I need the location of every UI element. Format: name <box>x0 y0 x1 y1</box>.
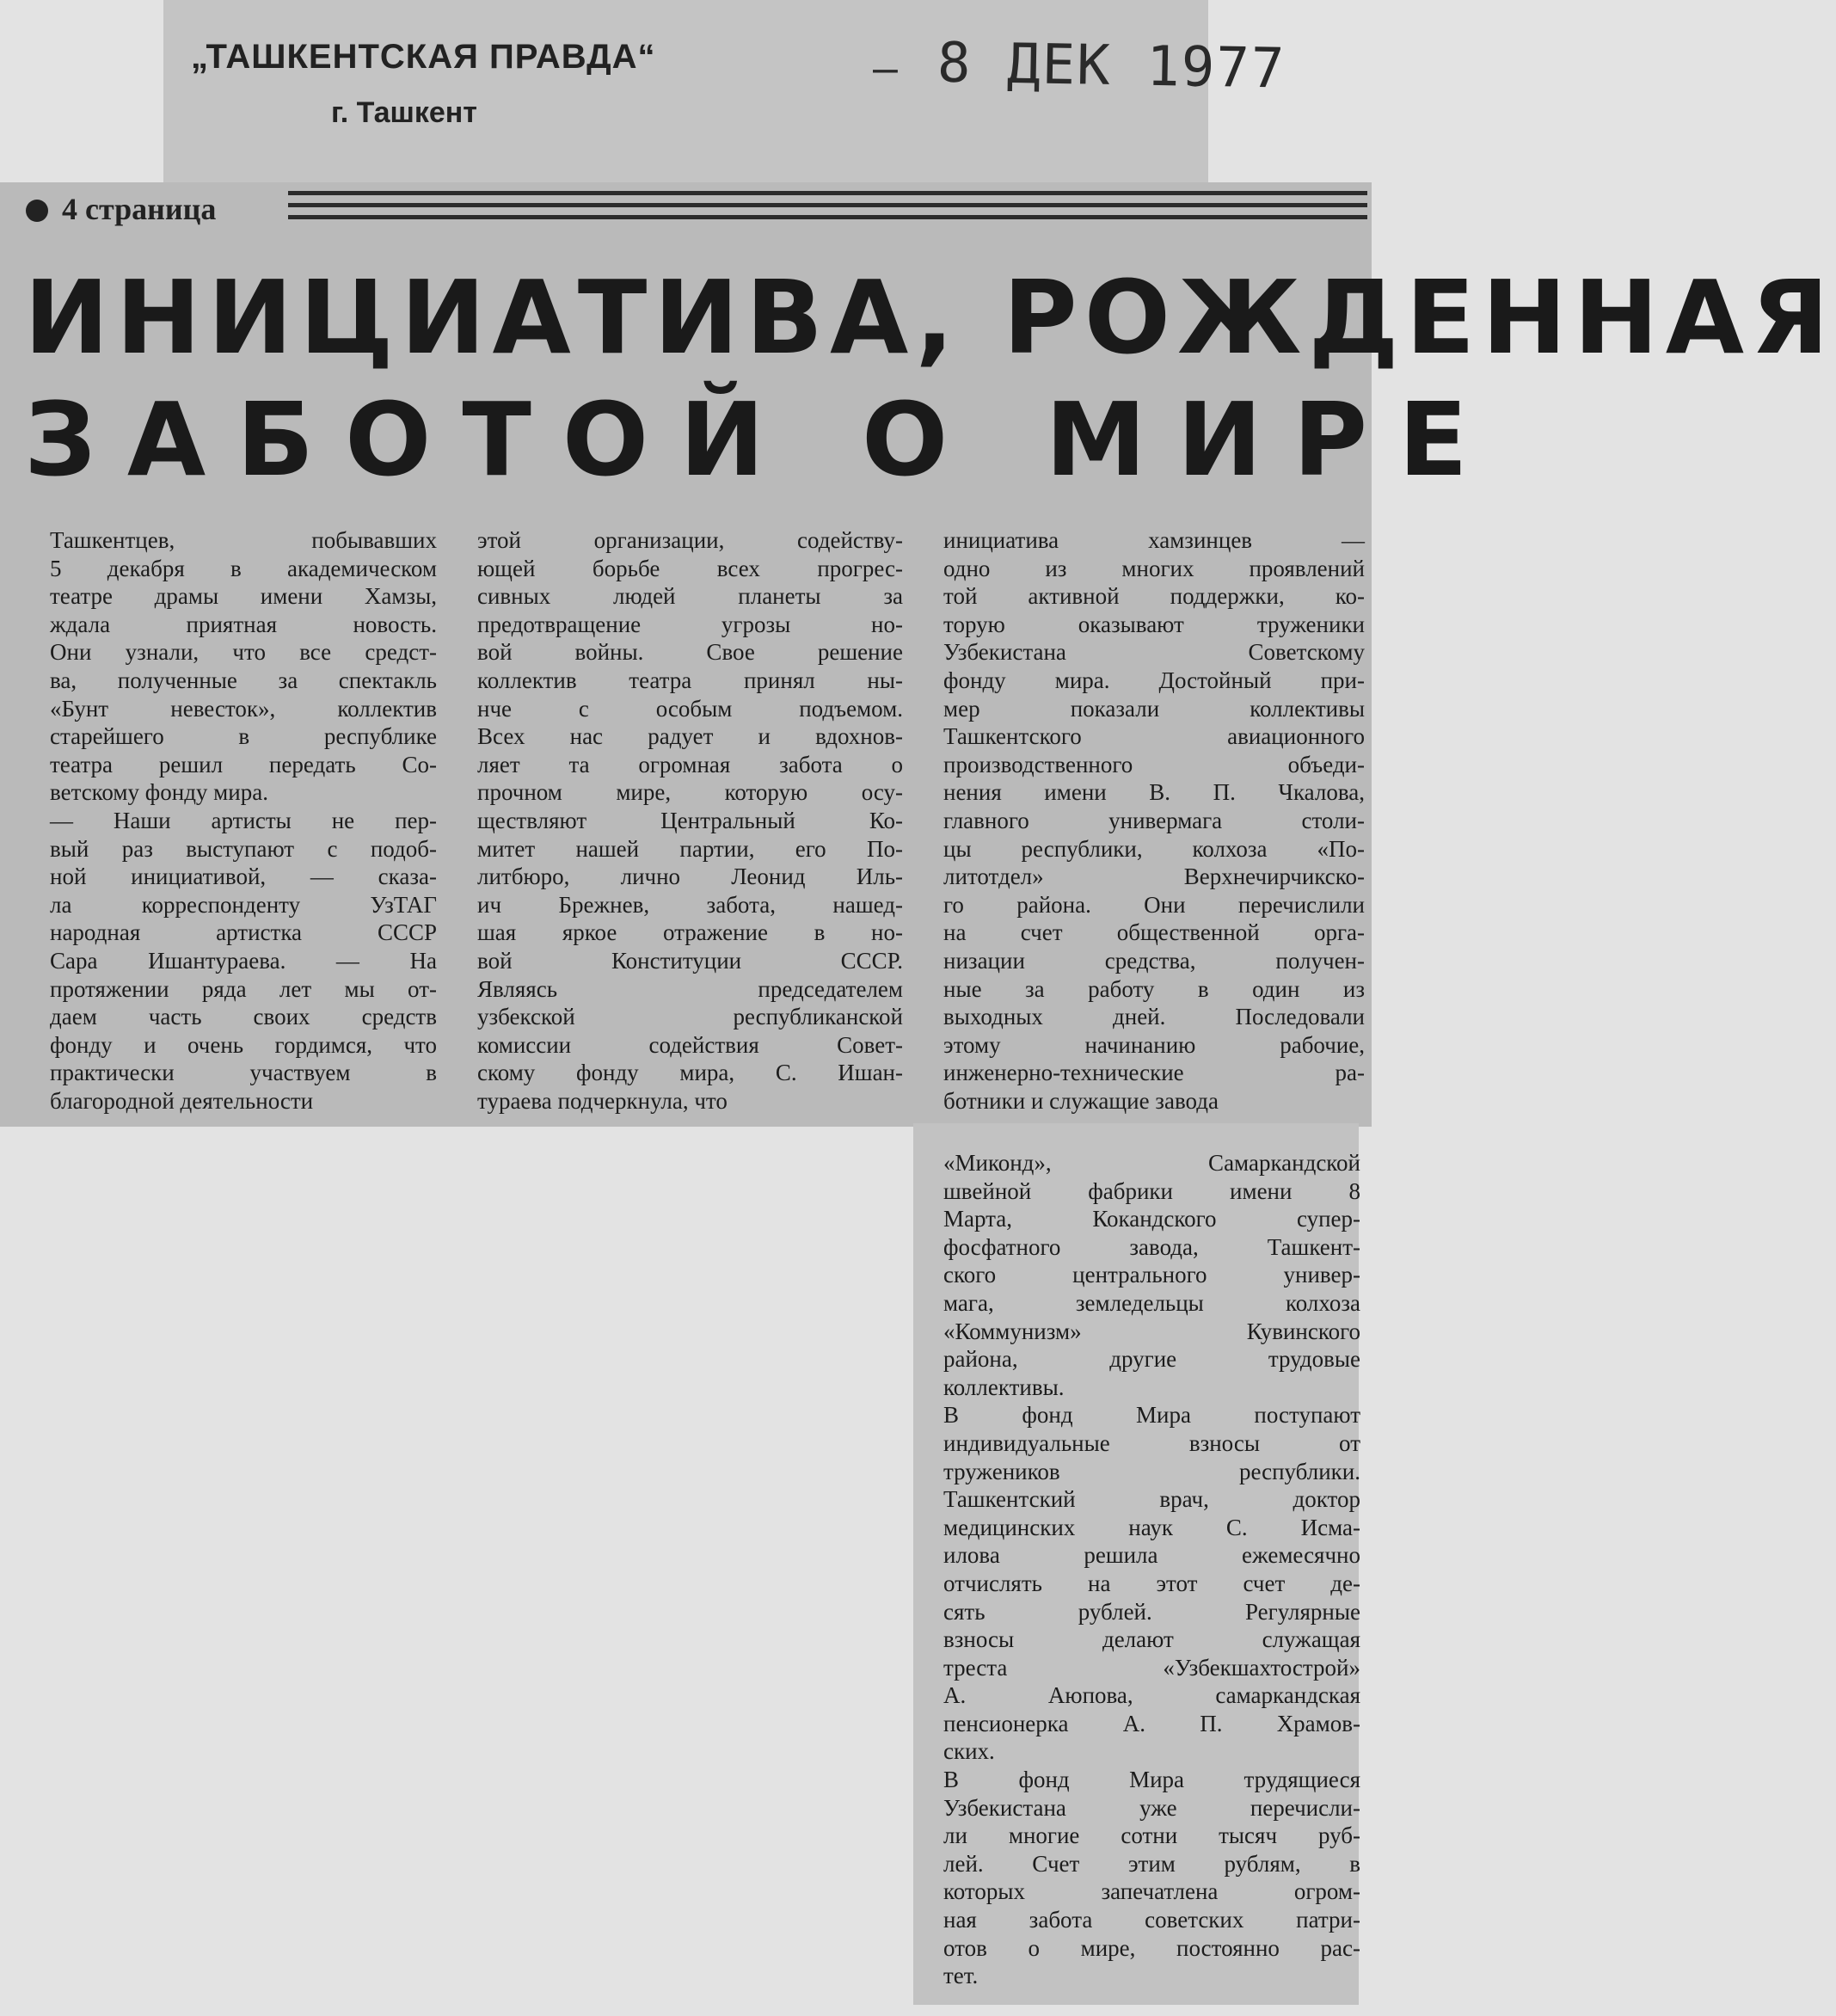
text-line: предотвращение угрозы но- <box>477 611 903 637</box>
text-line: Сара Ишантураева. — На <box>50 947 437 974</box>
text-line: даем часть своих средств <box>50 1004 437 1030</box>
text-line: ботники и служащие завода <box>943 1087 1219 1114</box>
text-line: Узбекистана уже перечисли- <box>943 1794 1360 1821</box>
text-line: отчислять на этот счет де- <box>943 1570 1360 1596</box>
text-line: фонду мира. Достойный при- <box>943 667 1365 693</box>
text-line: фонду и очень гордимся, что <box>50 1031 437 1058</box>
text-line: ные за работу в один из <box>943 975 1365 1002</box>
text-line: одно из многих проявлений <box>943 555 1365 581</box>
text-line: сивных людей планеты за <box>477 583 903 610</box>
text-line: тружеников республики. <box>943 1458 1360 1484</box>
text-line: инициатива хамзинцев — <box>943 527 1365 553</box>
text-line: которых запечатлена огром- <box>943 1878 1360 1905</box>
text-line: го района. Они перечислили <box>943 891 1365 918</box>
date-stamp: 8 ДЕК 1977 <box>936 31 1286 101</box>
article-column-2 <box>477 526 903 1115</box>
text-line: сять рублей. Регулярные <box>943 1598 1360 1625</box>
article-column-4 <box>943 1149 1360 1990</box>
text-line: комиссии содействия Совет- <box>477 1031 903 1058</box>
text-line: вой Конституции СССР. <box>477 947 903 974</box>
text-line: ветскому фонду мира. <box>50 779 268 806</box>
text-line: отов о мире, постоянно рас- <box>943 1934 1360 1961</box>
text-line: торую оказывают труженики <box>943 611 1365 637</box>
text-line: тураева подчеркнула, что <box>477 1087 728 1114</box>
article-column-1 <box>50 526 437 1115</box>
text-line: вый раз выступают с подоб- <box>50 835 437 862</box>
text-line: ждала приятная новость. <box>50 611 437 637</box>
text-line: ли многие сотни тысяч руб- <box>943 1822 1360 1849</box>
text-line: пенсионерка А. П. Храмов- <box>943 1710 1360 1736</box>
text-line: Марта, Кокандского супер- <box>943 1206 1360 1232</box>
text-line: ная забота советских патри- <box>943 1907 1360 1933</box>
text-line: ществляют Центральный Ко- <box>477 807 903 833</box>
text-line: ющей борьбе всех прогрес- <box>477 555 903 581</box>
text-line: ич Брежнев, забота, нашед- <box>477 891 903 918</box>
newspaper-city: г. Ташкент <box>331 96 477 129</box>
text-line: коллективы. <box>943 1374 1065 1400</box>
text-line: нения имени В. П. Чкалова, <box>943 779 1365 806</box>
text-line: на счет общественной орга- <box>943 919 1365 946</box>
text-line: — Наши артисты не пер- <box>50 807 437 833</box>
text-line: литбюро, лично Леонид Иль- <box>477 864 903 890</box>
text-line: ной инициативой, — сказа- <box>50 864 437 890</box>
text-line: ла корреспонденту УзТАГ <box>50 891 437 918</box>
newspaper-name: „ТАШКЕНТСКАЯ ПРАВДА“ <box>191 38 656 76</box>
article-column-3 <box>943 526 1365 1115</box>
text-line: 5 декабря в академическом <box>50 555 437 581</box>
text-line: А. Аюпова, самаркандская <box>943 1682 1360 1709</box>
text-line: шая яркое отражение в но- <box>477 919 903 946</box>
text-line: народная артистка СССР <box>50 919 437 946</box>
text-line: театра решил передать Со- <box>50 751 437 778</box>
header-rules <box>288 191 1367 232</box>
text-line: Они узнали, что все средст- <box>50 639 437 666</box>
text-line: литотдел» Верхнечирчикско- <box>943 864 1365 890</box>
text-line: той активной поддержки, ко- <box>943 583 1365 610</box>
text-line: взносы делают служащая <box>943 1626 1360 1653</box>
page-label: 4 страница <box>62 192 217 226</box>
text-line: ского центрального универ- <box>943 1262 1360 1288</box>
text-line: Всех нас радует и вдохнов- <box>477 723 903 750</box>
text-line: мага, земледельцы колхоза <box>943 1289 1360 1316</box>
text-line: Ташкентского авиационного <box>943 723 1365 750</box>
text-line: цы республики, колхоза «По- <box>943 835 1365 862</box>
text-line: «Бунт невесток», коллектив <box>50 695 437 722</box>
text-line: старейшего в республике <box>50 723 437 750</box>
text-line: Ташкентцев, побывавших <box>50 527 437 553</box>
text-line: вой войны. Свое решение <box>477 639 903 666</box>
text-line: «Миконд», Самаркандской <box>943 1150 1360 1176</box>
text-line: района, другие трудовые <box>943 1346 1360 1373</box>
text-line: этому начинанию рабочие, <box>943 1031 1365 1058</box>
stamp-dash: — <box>873 45 898 93</box>
headline-line-1: ИНИЦИАТИВА, РОЖДЕННАЯ <box>24 258 1836 377</box>
text-line: этой организации, содейству- <box>477 527 903 553</box>
text-line: коллектив театра принял ны- <box>477 667 903 693</box>
text-line: низации средства, получен- <box>943 947 1365 974</box>
text-line: мер показали коллективы <box>943 695 1365 722</box>
text-line: лей. Счет этим рублям, в <box>943 1850 1360 1877</box>
text-line: фосфатного завода, Ташкент- <box>943 1233 1360 1260</box>
text-line: узбекской республиканской <box>477 1004 903 1030</box>
text-line: протяжении ряда лет мы от- <box>50 975 437 1002</box>
text-line: В фонд Мира поступают <box>943 1402 1360 1429</box>
text-line: медицинских наук С. Исма- <box>943 1514 1360 1540</box>
text-line: главного универмага столи- <box>943 807 1365 833</box>
text-line: Ташкентский врач, доктор <box>943 1486 1360 1513</box>
text-line: театре драмы имени Хамзы, <box>50 583 437 610</box>
headline-line-2: ЗАБОТОЙ О МИРЕ <box>24 380 1499 499</box>
text-line: «Коммунизм» Кувинского <box>943 1318 1360 1344</box>
text-line: скому фонду мира, С. Ишан- <box>477 1060 903 1086</box>
text-line: производственного объеди- <box>943 751 1365 778</box>
text-line: илова решила ежемесячно <box>943 1542 1360 1569</box>
text-line: инженерно-технические ра- <box>943 1060 1365 1086</box>
text-line: благородной деятельности <box>50 1087 314 1114</box>
text-line: В фонд Мира трудящиеся <box>943 1767 1360 1793</box>
text-line: митет нашей партии, его По- <box>477 835 903 862</box>
text-line: нче с особым подъемом. <box>477 695 903 722</box>
text-line: индивидуальные взносы от <box>943 1429 1360 1456</box>
text-line: прочном мире, которую осу- <box>477 779 903 806</box>
text-line: треста «Узбекшахтострой» <box>943 1654 1360 1681</box>
text-line: ляет та огромная забота о <box>477 751 903 778</box>
text-line: Узбекистана Советскому <box>943 639 1365 666</box>
text-line: Являясь председателем <box>477 975 903 1002</box>
text-line: швейной фабрики имени 8 <box>943 1177 1360 1204</box>
bullet-icon <box>26 200 48 222</box>
text-line: практически участвуем в <box>50 1060 437 1086</box>
text-line: ских. <box>943 1738 995 1765</box>
text-line: ва, полученные за спектакль <box>50 667 437 693</box>
text-line: тет. <box>943 1963 979 1989</box>
text-line: выходных дней. Последовали <box>943 1004 1365 1030</box>
